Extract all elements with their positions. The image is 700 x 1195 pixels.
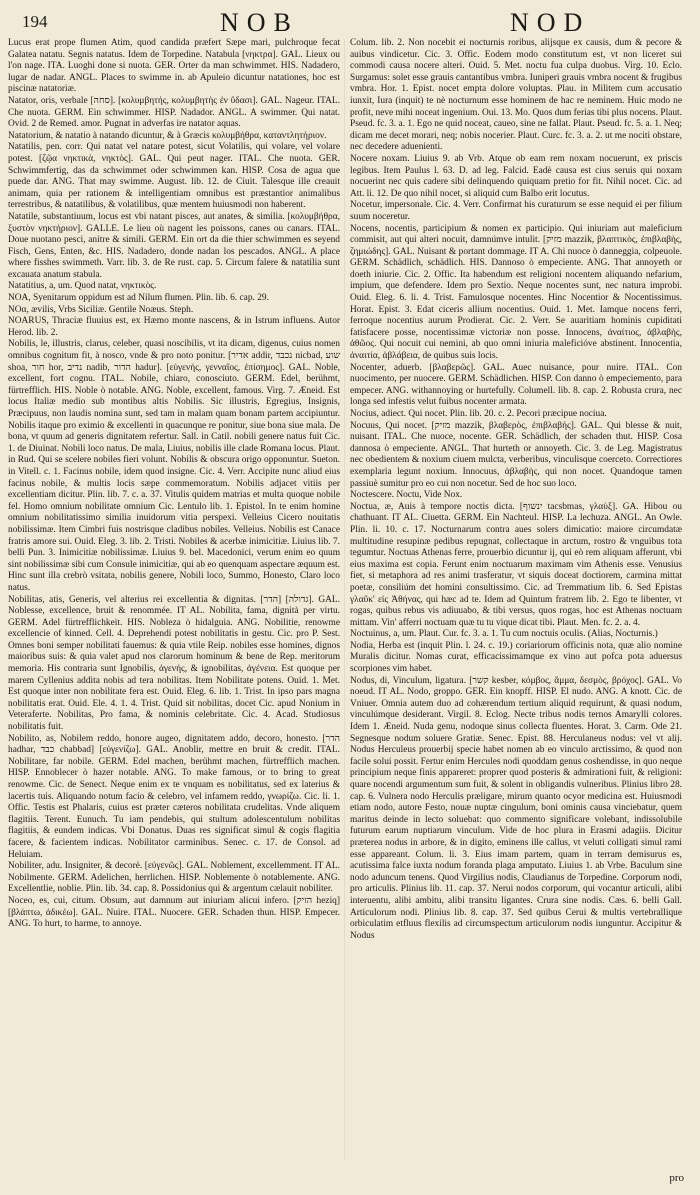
dictionary-entry: NOα, ævilis, Vrbs Siciliæ. Gentile Noæus. Steph. [8,304,194,315]
dictionary-entry: Nobilis, le, illustris, clarus, celeber, quasi noscibilis, vt ita dicam, digenus, cuius nomen omnibus cognitum fit, à nosco, vnde & pro noto ponitur. [אדיר addir, נכבד nicbad, שוע shoa, חור hor, נדיב nadib, הדור hadur]. [εὐγενής, γενναῖος, ἐπίσημος]. GAL. Noble, excellent, fort cognu. ITAL. Nobile, chiaro, conosciuto. GERM. Edel, berühmt, fürtrefflich. HIS. Noble ò notable. ANG. Noble, excellent, famous. Virg. 7. Æneid. Est locus Italiæ medio sub montibus altis Nobilis. Sic illustris, Egregius, Insignis, Præcipuus, non laudis nomina sunt, sed tam in malam quam bonam partem accipiuntur. Nobilis itaque pro eximio & excellenti in quacunque re ponitur, siue bona siue mala. De bona, vt quum ad generis dignitatem refertur. Sall. in Catil. nobili genere natus fuit Cic. 1. de Diuinat. Nobili loco natus. De mala, Liuius, nobilis ille clade Romana locus. Plaut. in Rud. Qui se scelere nobiles fieri volunt. Nobilis & obscura origo opponuntur. Sueton. in Vitell. c. 1. Facinus nobile, idem quod insigne. Cic. 4. Verr. Accipite nunc aliud eius facinus nobile, & multis locis sæpe commemoratum. Nobilis adjacet vitiis per excellentiam dicitur. Plin. lib. 7. c. a. 37. Vitulis quidem matrias et multa quoque nobile fel. Homo omnium nobilitate omnium Cic. Lentulo lib. 1. Epistol. In te enim homine omnium nobilitatissimo similia inuidorum vitia perspexi. Velleius Cicero nouitatis nobilissimæ. Item Cimbri fuis nostrisque cladibus nobiles. Velleius. Nobilis est Canace fratris amore sui. Ouid. Eleg. 3. lib. 2. Tristi. Nobiles & acerbæ inimicitiæ. Liuius lib. 7. belli Pun. 3. Inimicitiæ nobilissimæ. Liuius 9. bel. Macedonici, verum enim eo quum sint nobilissimæ sibi cum Consule inimicitiæ, qui ab eo quenquam aspectare æquum est. Hinc sunt illa crebrò vsitata, nobilis genere, Nobili loco, Summo, Honesto, Claro loco natus. [8,339,340,593]
column-gutter [344,40,345,1160]
dictionary-entry: Nocens, nocentis, participium & nomen ex participio. Qui iniuriam aut maleficium commisit, aut qui alteri nocuit, damnúmve intulit. [מזיק mazzik, βλαπτικὸς, ἐπιβλαβὴς, ζημιώδης]. GAL. Nuisant & portant dommage. IT A. Chi nuoce ò danneggia, colpeuole. GERM. Schädlich, schädlich. HIS. Dannoso ò empeciente. ANG. That annoyeth or doeth iniurie. Cic. 2. Offic. Ita habendum est religioni nocentem aliquando nefarium, impium, que defendere. Idem pro Sextio. Neque nocentes sunt, nec natura improbi. Ouid. Eleg. 6. li. 4. Trist. Famulosque nocentes. Hinc Nocentior & Nocentissimus. Horat. Epist. 3. Edat ciceris allium nocentius. Ouid. 1. Met. Iamque nocens ferri, ferroque nocentius aurum Prodierat. Cic. 2. Verr. Se auaritiam hominis cupiditati fatisfacere posse, nocentissimæ victoriæ non posse. Innocens, ἀναίτιος, ἀβλαβὴς, ἀθῶος. Qui nocuit cui nemini, ab quo omni iniuria maleficióve abstinent. Innocentia, ἀναιτία, ἀβλάβεια, de quibus suis locis. [350,223,682,362]
dictionary-entry: Natatile, substantiuum, locus est vbi natant pisces, aut anates, & similia. [κολυμβήθρα, ξυστὸν νηκτήριον]. GALLE. Le lieu où nagent les poissons, canes ou canars. ITAL. Doue nuotano pesci, anitre & simili. GERM. Ein ort da die thier schwimmen es seyend Fisch, Gens, Enten, &c. HIS. Nadadero, donde nadan los pescados. ANGL. A place where fisshes swimmeth. Varr. lib. 3. de Re rust. cap. 5. Circum falere & natatilia sunt excauata anatum stabula. [8,211,340,280]
dictionary-entry: Noceo, es, cui, citum. Obsum, aut damnum aut iniuriam alicui infero. [הזיק heziq] [βλάπτω, ἀδικέω]. GAL. Nuire. ITAL. Nuocere. GER. Schaden thun. HISP. Empecer. ANG. To hurt, to harme, to annoye. [8,895,340,930]
dictionary-entry: Nobilitas, atis, Generis, vel alterius rei excellentia & dignitas. [הדר] [גדולה]. GAL. Noblesse, excellence, bruit & renommée. IT AL. Nobilita, fama, dignità per virtu. GERM. Adel fürtrefflichkeit. HIS. Nobleza ò hidalguia. ANG. Nobilitie, renowme excellencie of kinned. Cell. 4. Deprehendi potest nobilitatis in gestu. Cic. pro P. Sest. Omnes boni semper nobilitati fauemus: & quia vtile Reip. nobiles esse homines, dignos maioribus suis: & quia valet apud nos clarorum hominum & bene de Rep. meritorum memoria. His contraria sunt Ignobilis, ἀγενής, & ignobilitas, ἀγένεια. Est quoque per marem Cyllenius addita nobis ad tera nobilitas. Item Nobilitate potens. Ouid. 1. Met. Est quoque inter non nobilitate fera est. Ouid. Eleg. 6. lib. 1. Trist. In ipso pars magna nobilitatis erat. Ouid. Ele. 4. 1. 4. Trist. Quid sit nobilitas, docet Cic. apud Nonium in Veteraferte. Nobilitas, Pro fama, & nominis celebritate. Cic. 4. Acad. Studiosus nobilitatis fuit. [8,594,340,733]
dictionary-entry: Nodia, Herba est (inquit Plin. l. 24. c. 19.) coriariorum officinis nota, quæ alio nomine Muralis dicitur. Nomas curat, efficacissimamque ex vino aut pofca pota aduersus scorpiones vim habet. [350,640,682,675]
dictionary-entry: Nocetur, impersonale. Cic. 4. Verr. Confirmat his curaturum se esse nequid ei per filium suum noceretur. [350,200,682,222]
right-column [350,38,682,1162]
dictionary-entry: Nocius, adiect. Qui nocet. Plin. lib. 20. c. 2. Pecori præcipue nociua. [350,409,607,419]
dictionary-entry: Nobiliter, adu. Insigniter, & decorè. [εὐγενῶς]. GAL. Noblement, excellemment. IT AL. Nobilmente. GERM. Adelichen, herrlichen. HISP. Noblemente ò notablemente. ANG. Excellentlie, noblie. Plin. lib. 34. cap. 8. Possidonius qui & argentum cælauit nobiliter. [8,861,340,895]
dictionary-entry: Nocuus, Qui nocet. [מזיק mazzik, βλαβερὸς, ἐπιβλαβής]. GAL. Qui blesse & nuit, nuisant. ITAL. Che nuoce, nocente. GER. Schädlich, der schaden thut. HISP. Cosa dannosa ò empeciente. ANGL. That hurteth or annoyeth. Cic. 3. de Leg. Magistratus nec obedientem & noxium ciuem mulcta, verberibus, vinculisque coerceto. Correctiores exemplaria legunt noxium. Innocuus, ἀβλαβὴς, qui non nocet. Quandoque tamen passiuè sumitur pro eo cui non nocetur. Sed de hoc suo loco. [350,420,682,489]
dictionary-entry: Nocenter, aduerb. [βλαβερῶς]. GAL. Auec nuisance, pour nuire. ITAL. Con nuocimento, per nuocere. GERM. Schädlichen. HISP. Con danno ò empeciemento, para empecer. ANG. withannoying or hurtefully. Columell. lib. 8. cap. 2. Robusta crura, nec longa sed infestis velut fuibus nocenter armata. [350,362,682,408]
running-head-right: NOD [510,8,591,37]
dictionary-entry: Nocere noxam. Liuius 9. ab Vrb. Atque ob eam rem noxam nocuerunt, ex priscis legibus. Item Paulus l. 63. D. ad leg. Falcid. Eadè causa est cius seruis qui noxam nocuerint nec quis cadere sibi delinquendo quiquam pretio for fit. Nihil nocet. Cic. ad Att. li. 12. De quo nihil nocet, si aliquid cum Balbo erit locutus. [350,153,682,199]
dictionary-entry: Natatorium, & natatio à natando dicuntur, & à Græcis κολυμβήθρα, καταντλητήριον. [8,130,327,141]
dictionary-entry: Natatilis, pen. corr. Qui natat vel natare potest, sicut Volatilis, qui volare, vel volare potest. [ζῷα νηκτικὰ, νηκτὸς]. GAL. Qui peut nager. ITAL. Che nuota. GER. Schwimmfertig, das da schwimmet oder schwimmen kan. HISP. Cosa de agua que puede dar. ANG. That may swimme. August. lib. 12. de Ciuit. Talesque ille creauit animam, quia per rationem & intelligentiam omnibus est præstantior animalibus terrestribus, & natatilibus, & volatilibus, quæ mentem huiusmodi non haberent. [8,142,340,211]
dictionary-entry: NOARUS, Thraciæ fluuius est, ex Hæmo monte nascens, & in Istrum influens. Autor Herod. lib. 2. [8,316,340,338]
dictionary-entry: Noctua, æ, Auis à tempore noctis dicta. [ינשוף tacsbmas, γλαὺξ]. GA. Hibou ou chathuant. IT AL. Ciuetta. GERM. Ein Nachteul. HISP. La lechuza. ANGL. An Owle. Plin. li. 10. c. 17. Nocturnarum contra aues solers dimicatio: maiore circumdatæ multitudine resupinæ pedibus repugnat, collectaque in arctum, rostro & vnguibus tota tegumtur. Noctuas Athenas ferre, prouerbio dicuntur ij, qui eò rem aliquam afferunt, vbi eius maxima est copia. Ferunt enim noctuarum maximam vim Athenis esse. Venusius fiet, si metaphora ad res animi trasferatur, vt siquis doceat doctiorem, carmina mittat poetæ, consiliúm det homini consultissimo. Cic. ad Tremmatium lib. 6. Sed Epistas γλαῦκ' εἰς Ἀθήνας, qui hæc ad te. Idem ad Quintum fratrem lib. 2. Ego te libenter, vt rogas, quibus rebus vis adiuuabo, & tibi versus, quos rogas, hoc est Athenas noctuam mittam. Vin' afferri noctuam quæ tu tu vique dicat tibi. Plaut. Men. fc. 2. a. 4. [350,501,682,628]
dictionary-entry: NOA, Syenitarum oppidum est ad Nilum flumen. Plin. lib. 6. cap. 29. [8,293,269,304]
dictionary-entry: Natator, oris, verbale [סחה]. [κολυμβητής, κολυμβητὴς ἐν ὕδασι]. GAL. Nageur. ITAL. Che nuota. GERM. Ein schwimmer. HISP. Nadador. ANGL. A swimmer. Qui natat. Ovid. 2 de Remed. amor. Pugnat in adverfas ire natator aquas. [8,95,340,130]
dictionary-entry: Noctescere. Noctu, Vide Nox. [350,490,463,501]
dictionary-entry: Natatitius, a, um. Quod natat, νηκτικὸς. [8,281,157,292]
catchword: pro [669,1172,684,1184]
dictionary-entry: Noctuinus, a, um. Plaut. Cur. fc. 3. a. 1. Tu cum noctuis oculis. (Alias, Nocturnis.) [350,629,658,640]
dictionary-entry: Colum. lib. 2. Non nocebit ei nocturnis roribus, alijsque ex causis, dum & pecore & auibus vindicetur. Cic. 3. Offic. Eodem modo constitutum est, vt non liceret sui commodi causa nocere alteri. Ouid. 5. Met. noctu fua culpa duobus. Virg. 10. Eclo. Surgamus: solet esse grauis cantantibus vmbra. Iuniperi grauis vmbra nocent & frugibus vmbra. Hor. 1. Epist. nocet empta dolore voluptas. Plau. in Militem cum accusatio iunxit, Iura (inquit) te nè nocturnum esse hominem de hac re neminem. Huic modo ne profit, neve mihi noceat ingenium. Oui. 13. Mo. Quos dum ferias tibi plus nocens. Plaut. Pseud. fc. 3. a. 1. Ego ne quid noceat, caueo, sine ne fallat. Plaut. Pseud. fc. 5. a. 1. Neq; dicam me decet morari, neq; nobis nocerier. Plaut. Curc. fc. 3. a. 2. ut me nociti obstare, nec decedere aduenienti. [350,38,682,153]
dictionary-entry: Nobilito, as, Nobilem reddo, honore augeo, dignitatem addo, decoro, honesto. [הדר hadhar, כבד chabbad] [εὐγενίζω]. GAL. Anoblir, mettre en bruit & credit. ITAL. Nobilitare, far nobile. GERM. Edel machen, berühmt machen, fürtrefflich machen. HISP. Ennoblecer ò hazer notable. ANG. To make famous, or to bring to great renowme. Cic. de Senect. Neque enim ex te vnquam es nobilitatus, sed ex laterius & lacertis tuis. Aliquando notum facio & celebro, vel infamem reddo, γνωρίζω. Cic. li. 1. Offic. Testis est Phalaris, cuius est præter cæteros nobilitata crudelitas. Vnde aliquem flagitiis. Terent. Eunuch. Tu iam pendebis, qui stultum adolescentulum nobilitas flagitiis, & eundem indicas. Vbi Donatus. Duas res significat simul & cogis flagitia facere, & facientem indicas. Nobilitator carminibus. Senec. c. 17. de Consol. ad Heluiam. [8,733,340,860]
page-number: 194 [22,12,48,31]
running-head-left: NOB [220,8,299,37]
dictionary-entry: Lucus erat prope flumen Atim, quod candida præfert Sæpe mari, pulchroque fecat Galatea natatu. Segnis natatus. Idem de Torpedine. Natabula [νηκτρα]. GAL. Lieux ou l'on nage. ITA. Luoghi done si nuota. GER. Orter da man schwimmet. HIS. Nadadero, lugar de nadar. ANGL. Places to swimme in. ab Apuleio dicuntur natationes, hoc est piscinæ natatoriæ. [8,38,340,95]
left-column [8,38,340,1162]
page-header [0,0,700,40]
dictionary-entry: Nodus, di, Vinculum, ligatura. [קשר kesber, κόμβος, ἅμμα, δεσμὸς, βρόχος]. GAL. Vo noeud. IT AL. Nodo, groppo. GER. Ein knopff. HISP. El nudo. ANG. A knott. Cic. de Vniuer. Omnia autem duo ad cohærendum tertium aliquid requirunt, & quasi nodum, vinculúmque desiderant. Virgil. 8. Eclog. Necte tribus nodis ternos Amarylli colores. Idem 1. Æneid. Nuda genu, nodoque sinus collecta fluentes. Horat. 3. Carm. Ode 21. Segnesque nodum soluere Gratiæ. Senec. Epist. 88. Herculaneus nodus: vel vt alij. Nodus Herculeus prouerbij specie habet nomen ab eo vinculo arctissimo, & quod non facile solui possit. Fertur enim Hercules nodi quoddam genus coshendisse, in quo neque principium neque finis appareret: proprer quod posteris & admirationi fuit, & religioni: quare nocendi argumentum sum fuit, & solent in obligandis vulneribus. Plinius libro 28. cap. 6. Vulnera nodo Herculis præligare, mirum quanto ocyor medicina est. Huiusmodi etiam nodo, autore Festo, nouæ nuptæ cingulum, boni ominis causa vinciebatur, quem maritus deinde in lecto soluebat: quo commento significare volebant, indissolubile futurum earum nuptiarum vinculum. Vide de hoc plura in Erasmi adagiis. Dicitur præterea nodus in arbore, & in digito, eminens ille callus, vt veluti colligati simul rami esse appareant. Colum. li. 3. Eius imam partem, quam in terram demisurus es, acutissima falce iuxta nodum foranda plaga amputato. Liuius 1. ab Vrbe. Baculum sine nodo aduncum tenens. Quod Virgilius nodis, Claudianus de Torpedine. Corporum nodi, pro articulis. Plinius lib. 11. cap. 37. Nerui nodos corporum, qui vocantur articuli, alibi interuentu, alibi ambitu, alibi transitu ligantes. Crura sine nodis. Cæs. 6. belli Gall. Articulorum nodi. Plinius lib. 8. cap. 37. Sed quibus Cerui & multis vertebrallique orbiculatim etfluus flexilis ad circumspectum articulorum nodis iunguntur. Accipitur & Nodus [350,675,682,941]
